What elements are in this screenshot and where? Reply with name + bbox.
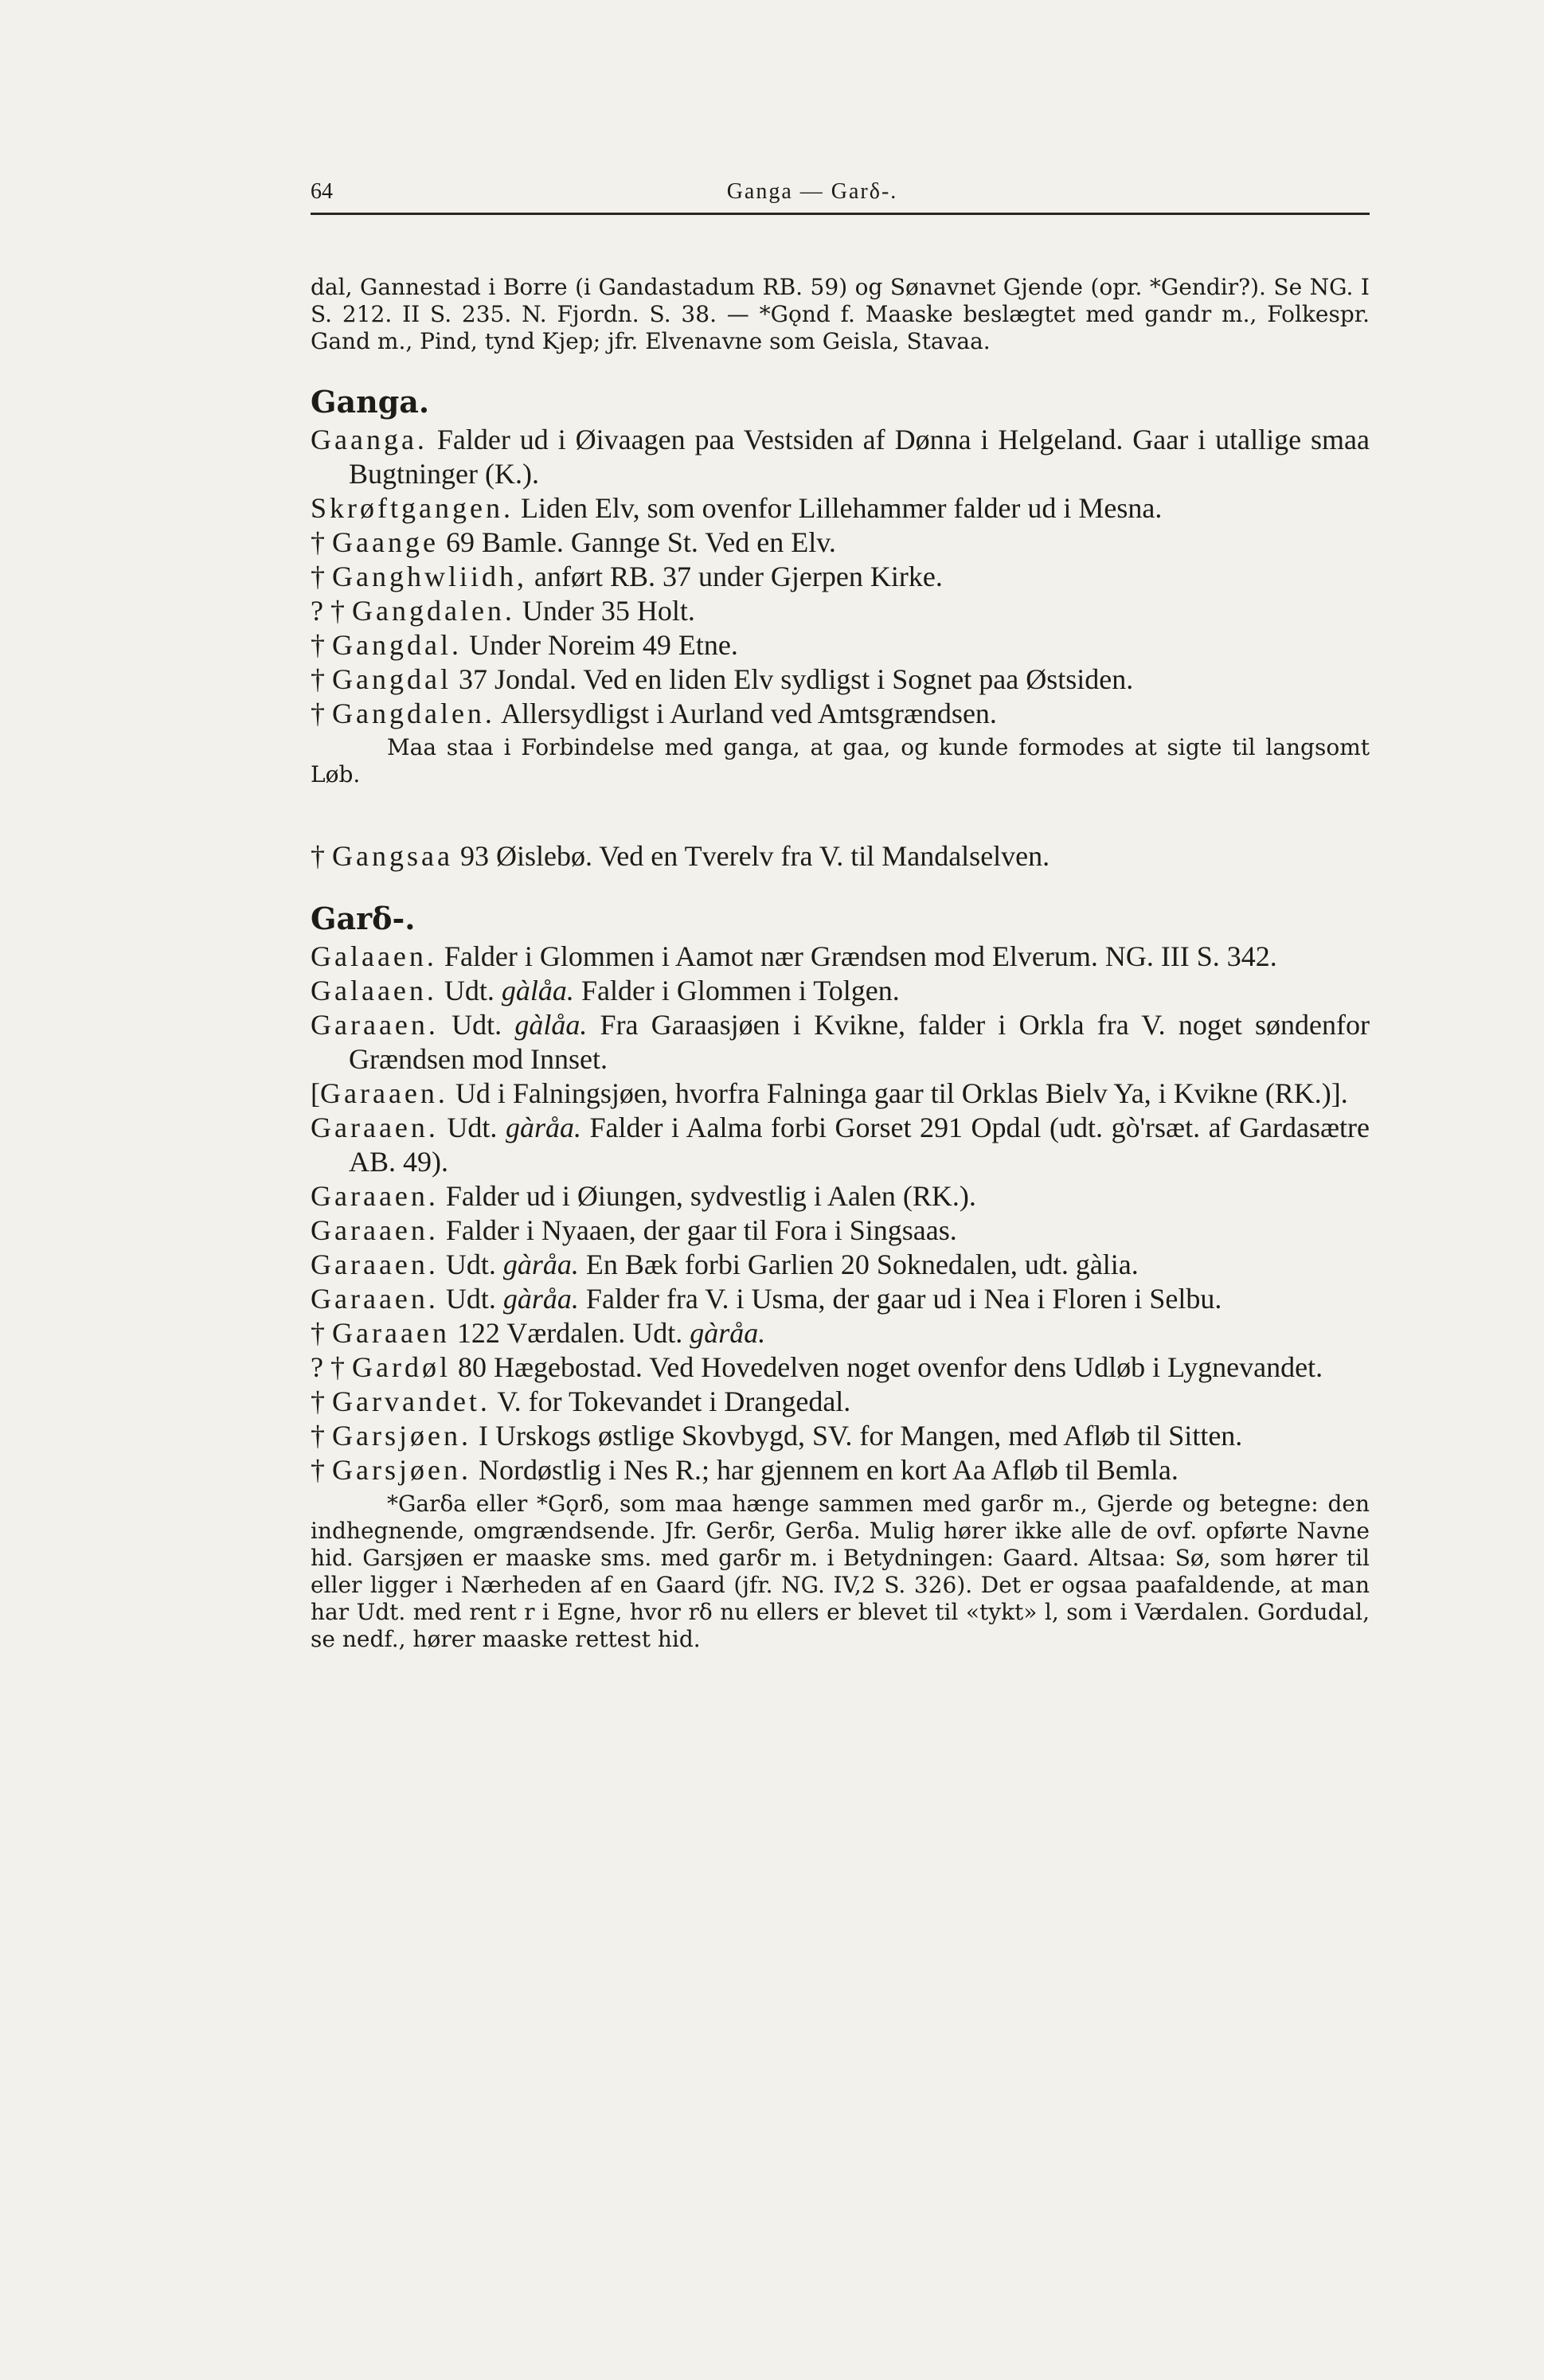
entry-text: Liden Elv, som ovenfor Lillehammer falder ud i Mesna. xyxy=(513,492,1163,524)
page-header xyxy=(311,179,1370,215)
page-number: 64 xyxy=(311,179,333,204)
entry xyxy=(311,1385,1370,1419)
entry-text: Under Noreim 49 Etne. xyxy=(461,629,738,661)
entry-mark: † xyxy=(311,1420,332,1452)
intro-paragraph: dal, Gannestad i Borre (i Gandastadum RB. 59) og Sønavnet Gjende (opr. *Gendir?). Se NG. I S. 212. II S. 235. N. Fjordn. S. 38. — *Gǫnd f. Maaske beslægtet med gandr m., Folkespr. Gand m., Pind, tynd Kjep; jfr. Elvenavne som Geisla, Stavaa. xyxy=(311,274,1370,354)
entry-text: Ud i Falningsjøen, hvorfra Falninga gaar til Orklas Bielv Ya, i Kvikne (RK.)]. xyxy=(448,1077,1348,1109)
entry-text: Falder ud i Øivaagen paa Vestsiden af Dønna i Helgeland. Gaar i utallige smaa Bugtninger (K.). xyxy=(349,424,1370,490)
entry-mark: † xyxy=(311,1385,332,1417)
entry xyxy=(311,491,1370,526)
entry-text: Udt. xyxy=(438,1112,506,1143)
entry-name: Ganghwliidh, xyxy=(332,561,527,592)
entry-name: Garaaen. xyxy=(311,1112,439,1143)
entry-mark: † xyxy=(311,561,332,592)
entry-gangsaa xyxy=(311,839,1370,873)
section-heading-gard: Garδ-. xyxy=(311,901,416,936)
entry-mark: [ xyxy=(311,1077,320,1109)
ganga-note: Maa staa i Forbindelse med ganga, at gaa, og kunde formodes at sigte til langsomt Løb. xyxy=(311,734,1370,787)
entry-name: Gardøl xyxy=(351,1351,451,1383)
entry-name: Garaaen xyxy=(332,1317,450,1349)
entry-text: Udt. xyxy=(436,975,502,1006)
entry xyxy=(311,423,1370,491)
entry-mark: † xyxy=(311,840,332,872)
entry-pronunciation: gàråa. xyxy=(502,1249,579,1280)
entry-mark: † xyxy=(311,526,332,558)
entry-text: 122 Værdalen. Udt. xyxy=(449,1317,690,1349)
entry-name: Garaaen. xyxy=(311,1180,439,1212)
entry xyxy=(311,628,1370,662)
entry-text: 80 Hægebostad. Ved Hovedelven noget ovenfor dens Udløb i Lygnevandet. xyxy=(450,1351,1323,1383)
entry-name: Garvandet. xyxy=(332,1385,491,1417)
entry-text: 37 Jondal. Ved en liden Elv sydligst i Sognet paa Østsiden. xyxy=(451,663,1134,695)
gard-note: *Garδa eller *Gǫrδ, som maa hænge sammen med garδr m., Gjerde og betegne: den indhegnende, omgrændsende. Jfr. Gerδr, Gerδa. Mulig hører ikke alle de ovf. opførte Navne hid. Garsjøen er maaske sms. med garδr m. i Betydningen: Gaard. Altsaa: Sø, som hører til eller ligger i Nærheden af en Gaard (jfr. NG. IV,2 S. 326). Det er ogsaa paafaldende, at man har Udt. med rent r i Egne, hvor rδ nu ellers er blevet til «tykt» l, som i Værdalen. Gordudal, se nedf., hører maaske rettest hid. xyxy=(311,1491,1370,1652)
entry-text: Falder ud i Øiungen, sydvestlig i Aalen (RK.). xyxy=(438,1180,976,1212)
entry xyxy=(311,1350,1370,1385)
entry xyxy=(311,1282,1370,1316)
entry-name: Gaange xyxy=(332,526,439,558)
entry xyxy=(311,1419,1370,1453)
entry xyxy=(311,697,1370,731)
entry xyxy=(311,1179,1370,1213)
entry-text: anført RB. 37 under Gjerpen Kirke. xyxy=(526,561,943,592)
entry-text: Falder i Nyaaen, der gaar til Fora i Singsaas. xyxy=(438,1214,957,1246)
entry-mark: † xyxy=(311,663,332,695)
entry-pronunciation: gàlåa. xyxy=(514,1009,588,1041)
entry-name: Garaaen. xyxy=(311,1214,439,1246)
entry xyxy=(311,560,1370,594)
entry xyxy=(311,974,1370,1008)
entry-name: Gangsaa xyxy=(332,840,453,872)
entry xyxy=(311,940,1370,974)
entry-mark: † xyxy=(311,1454,332,1486)
entry xyxy=(311,1248,1370,1282)
section-heading-ganga: Ganga. xyxy=(311,384,430,420)
entry-text-after: Falder i Aalma forbi Gorset 291 Opdal (udt. gò'rsæt. af Gardasætre AB. 49). xyxy=(349,1112,1370,1178)
entry-pronunciation: gàråa. xyxy=(690,1317,766,1349)
entry-name: Gangdal xyxy=(332,663,451,695)
entry-mark: † xyxy=(311,629,332,661)
entry xyxy=(311,1453,1370,1487)
entry-name: Galaaen. xyxy=(311,940,437,972)
entry-text: Falder i Glommen i Aamot nær Grændsen mod Elverum. NG. III S. 342. xyxy=(436,940,1277,972)
entry xyxy=(311,1111,1370,1179)
ganga-entries xyxy=(311,423,1370,731)
entry-pronunciation: gàråa. xyxy=(502,1283,579,1315)
entry-text: Allersydligst i Aurland ved Amtsgrændsen. xyxy=(494,698,997,729)
entry-text: Nordøstlig i Nes R.; har gjennem en kort Aa Afløb til Bemla. xyxy=(471,1454,1179,1486)
entry-name: Garsjøen. xyxy=(332,1454,471,1486)
entry-name: Gaanga. xyxy=(311,424,428,455)
entry-name: Skrøftgangen. xyxy=(311,492,514,524)
entry-text: Udt. xyxy=(438,1009,515,1041)
entry-text: I Urskogs østlige Skovbygd, SV. for Mangen, med Afløb til Sitten. xyxy=(471,1420,1243,1452)
entry-name: Garaaen. xyxy=(311,1249,439,1280)
entry-text: 69 Bamle. Gannge St. Ved en Elv. xyxy=(438,526,836,558)
spacer xyxy=(311,811,1370,839)
entry-text: Under 35 Holt. xyxy=(514,595,695,627)
entry-mark: † xyxy=(311,1317,332,1349)
entry xyxy=(311,594,1370,628)
entry-name: Gangdal. xyxy=(332,629,462,661)
entry xyxy=(311,1316,1370,1350)
entry-text-after: En Bæk forbi Garlien 20 Soknedalen, udt. gàlia. xyxy=(578,1249,1139,1280)
entry-mark: ? † xyxy=(311,595,352,627)
entry xyxy=(311,662,1370,697)
entry-text-after: Falder i Glommen i Tolgen. xyxy=(573,975,900,1006)
entry-mark: ? † xyxy=(311,1351,352,1383)
entry-mark: † xyxy=(311,698,332,729)
entry xyxy=(311,526,1370,560)
entry-text: Udt. xyxy=(438,1249,503,1280)
entry-text: Udt. xyxy=(438,1283,503,1315)
entry-name: Gangdalen. xyxy=(332,698,495,729)
entry-pronunciation: gàråa. xyxy=(505,1112,581,1143)
entry xyxy=(311,1077,1370,1111)
running-head: Ganga — Garδ-. xyxy=(726,179,898,204)
entry-name: Garsjøen. xyxy=(332,1420,471,1452)
entry-name: Garaaen. xyxy=(311,1009,439,1041)
entry xyxy=(311,1213,1370,1248)
page-content xyxy=(311,179,1370,1675)
entry-name: Garaaen. xyxy=(320,1077,448,1109)
entry-text: 93 Øislebø. Ved en Tverelv fra V. til Mandalselven. xyxy=(452,840,1050,872)
entry xyxy=(311,1008,1370,1077)
entry-pronunciation: gàlåa. xyxy=(501,975,574,1006)
entry-name: Gangdalen. xyxy=(351,595,515,627)
entry-name: Galaaen. xyxy=(311,975,437,1006)
entry-text: V. for Tokevandet i Drangedal. xyxy=(490,1385,851,1417)
entry-text-after: Fra Garaasjøen i Kvikne, falder i Orkla fra V. noget søndenfor Grændsen mod Innset. xyxy=(349,1009,1370,1075)
gard-entries xyxy=(311,940,1370,1487)
entry-text-after: Falder fra V. i Usma, der gaar ud i Nea i Floren i Selbu. xyxy=(578,1283,1222,1315)
entry-name: Garaaen. xyxy=(311,1283,439,1315)
